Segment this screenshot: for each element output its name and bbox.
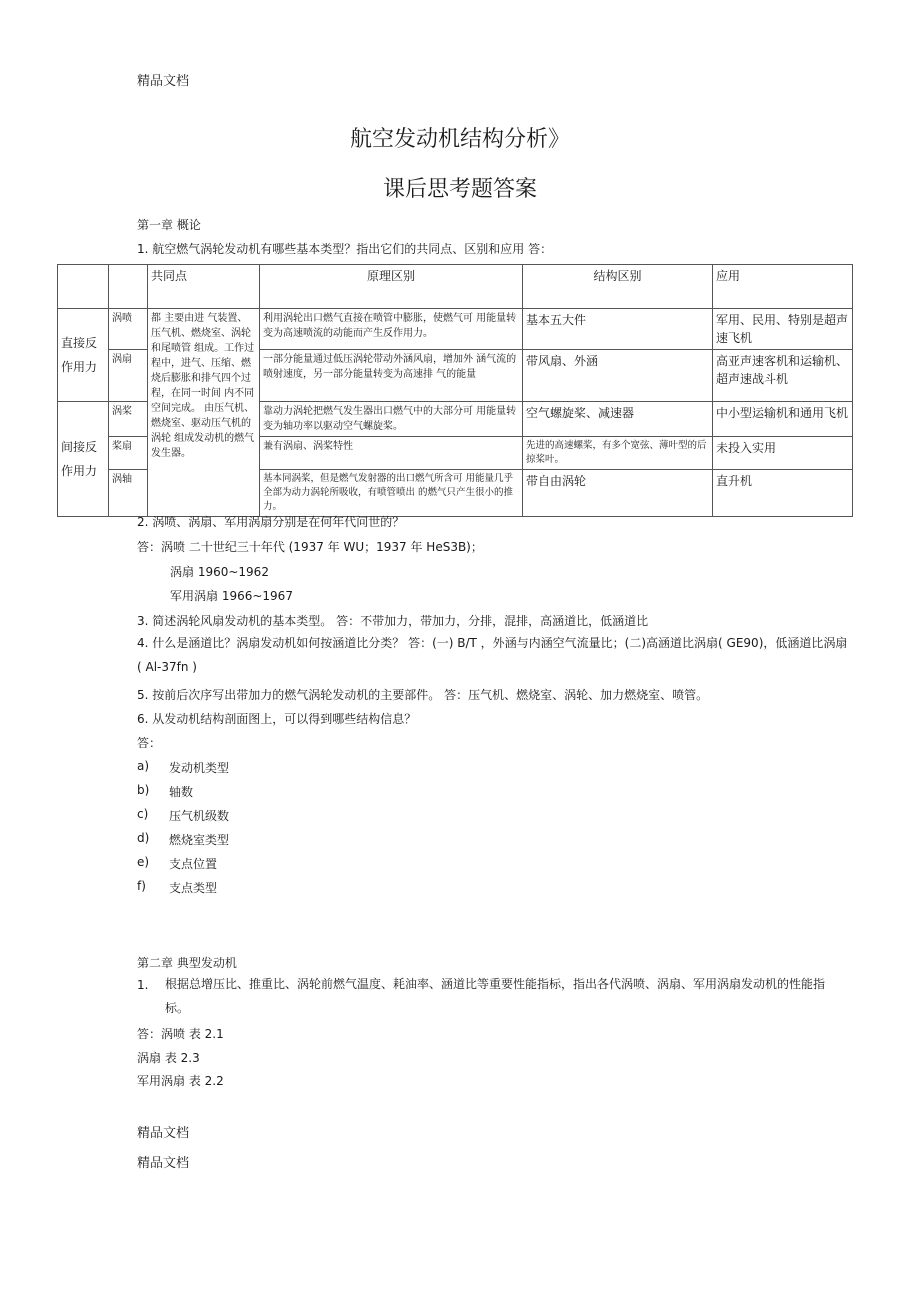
chapter2-q1-number: 1. bbox=[137, 978, 149, 992]
table-header-structure: 结构区别 bbox=[523, 265, 713, 309]
page-footer-2: 精品文档 bbox=[137, 1156, 190, 1171]
answer-6: 答： bbox=[137, 736, 162, 750]
group-indirect-reaction: 间接反 作用力 bbox=[58, 402, 109, 517]
structure-cell: 基本五大件 bbox=[523, 309, 713, 350]
question-1: 1. 航空燃气涡轮发动机有哪些基本类型？指出它们的共同点、区别和应用 答： bbox=[137, 242, 553, 256]
engine-type-cell: 涡轴 bbox=[109, 470, 148, 517]
list-item: 压气机级数 bbox=[169, 809, 230, 823]
list-item-label: f) bbox=[137, 879, 146, 893]
list-item: 发动机类型 bbox=[169, 761, 230, 775]
engine-type-cell: 涡扇 bbox=[109, 350, 148, 402]
application-cell: 中小型运输机和通用飞机 bbox=[713, 402, 853, 437]
answer-2: 答：涡喷 二十世纪三十年代 (1937 年 WU；1937 年 HeS3B)； bbox=[137, 540, 483, 554]
chapter2-answer-military: 军用涡扇 表 2.2 bbox=[137, 1074, 224, 1088]
chapter2-heading: 第二章 典型发动机 bbox=[137, 956, 237, 970]
chapter1-heading: 第一章 概论 bbox=[137, 218, 201, 232]
principle-cell: 利用涡轮出口燃气直接在喷管中膨胀，使燃气可 用能量转变为高速喷流的动能而产生反作用力。 bbox=[260, 309, 523, 350]
engine-type-cell: 涡喷 bbox=[109, 309, 148, 350]
principle-cell: 基本同涡桨，但是燃气发射器的出口燃气所含可 用能量几乎全部为动力涡轮所吸收，有喷管喷出 的燃气只产生很小的推力。 bbox=[260, 470, 523, 517]
list-item-label: e) bbox=[137, 855, 150, 869]
application-cell: 军用、民用、特别是超声速飞机 bbox=[713, 309, 853, 350]
page-header: 精品文档 bbox=[137, 74, 190, 89]
principle-cell: 靠动力涡轮把燃气发生器出口燃气中的大部分可 用能量转变为轴功率以驱动空气螺旋桨。 bbox=[260, 402, 523, 437]
principle-cell: 兼有涡扇、涡桨特性 bbox=[260, 437, 523, 470]
engine-type-cell: 涡桨 bbox=[109, 402, 148, 437]
list-item: 轴数 bbox=[169, 785, 194, 799]
answer-2-military: 军用涡扇 1966~1967 bbox=[170, 589, 293, 603]
structure-cell: 先进的高速螺桨，有多个宽弦、薄叶型的后掠桨叶。 bbox=[523, 437, 713, 470]
engine-type-cell: 桨扇 bbox=[109, 437, 148, 470]
list-item-label: a) bbox=[137, 759, 150, 773]
structure-cell: 带风扇、外涵 bbox=[523, 350, 713, 402]
chapter2-question-1: 根据总增压比、推重比、涡轮前燃气温度、耗油率、涵道比等重要性能指标，指出各代涡喷、涡扇、军用涡扇发动机的性能指 标。 bbox=[165, 977, 826, 1015]
question-4: 4. 什么是涵道比？涡扇发动机如何按涵道比分类？ 答：(一) B/T ，外涵与内涵空气流量比；(二)高涵道比涡扇( GE90)，低涵道比涡扇( Al-37fn ) bbox=[137, 636, 848, 674]
structure-cell: 空气螺旋桨、减速器 bbox=[523, 402, 713, 437]
question-5: 5. 按前后次序写出带加力的燃气涡轮发动机的主要部件。 答：压气机、燃烧室、涡轮、加力燃烧室、喷管。 bbox=[137, 688, 709, 702]
table-header-blank bbox=[109, 265, 148, 309]
list-item-label: c) bbox=[137, 807, 149, 821]
question-2: 2. 涡喷、涡扇、军用涡扇分别是在何年代问世的？ bbox=[137, 515, 405, 529]
question-3: 3. 简述涡轮风扇发动机的基本类型。 答：不带加力，带加力，分排，混排，高涵道比，低涵道比 bbox=[137, 614, 649, 628]
table-header-application: 应用 bbox=[713, 265, 853, 309]
application-cell: 未投入实用 bbox=[713, 437, 853, 470]
answer-2-turbofan: 涡扇 1960~1962 bbox=[170, 565, 269, 579]
application-cell: 高亚声速客机和运输机、 超声速战斗机 bbox=[713, 350, 853, 402]
common-points-cell: 都 主要由进 气装置、压气机、燃烧室、涡轮和尾喷管 组成。工作过程中，进气、压缩、燃烧后膨胀和排气四个过程，在同一时间 内不同空间完成。 由压气机、燃烧室、驱动压气机的涡轮 组成发动机的燃气 发生器。 bbox=[148, 309, 260, 517]
chapter2-answer-1: 答：涡喷 表 2.1 bbox=[137, 1027, 224, 1041]
list-item-label: b) bbox=[137, 783, 150, 797]
table-header-common: 共同点 bbox=[148, 265, 260, 309]
list-item: 支点类型 bbox=[169, 881, 218, 895]
list-item-label: d) bbox=[137, 831, 150, 845]
doc-subtitle: 课后思考题答案 bbox=[382, 177, 537, 202]
table-header-blank bbox=[58, 265, 109, 309]
chapter2-answer-turbofan: 涡扇 表 2.3 bbox=[137, 1051, 200, 1065]
table-header-principle: 原理区别 bbox=[260, 265, 523, 309]
engine-types-table bbox=[57, 264, 853, 517]
page-footer: 精品文档 bbox=[137, 1126, 190, 1141]
structure-cell: 带自由涡轮 bbox=[523, 470, 713, 517]
doc-title: 航空发动机结构分析》 bbox=[349, 127, 570, 152]
list-item: 燃烧室类型 bbox=[169, 833, 230, 847]
list-item: 支点位置 bbox=[169, 857, 218, 871]
principle-cell: 一部分能量通过低压涡轮带动外涵风扇，增加外 涵气流的喷射速度，另一部分能量转变为高速排 气的能量 bbox=[260, 350, 523, 402]
question-6: 6. 从发动机结构剖面图上，可以得到哪些结构信息？ bbox=[137, 712, 417, 726]
group-direct-reaction: 直接反 作用力 bbox=[58, 309, 109, 402]
application-cell: 直升机 bbox=[713, 470, 853, 517]
